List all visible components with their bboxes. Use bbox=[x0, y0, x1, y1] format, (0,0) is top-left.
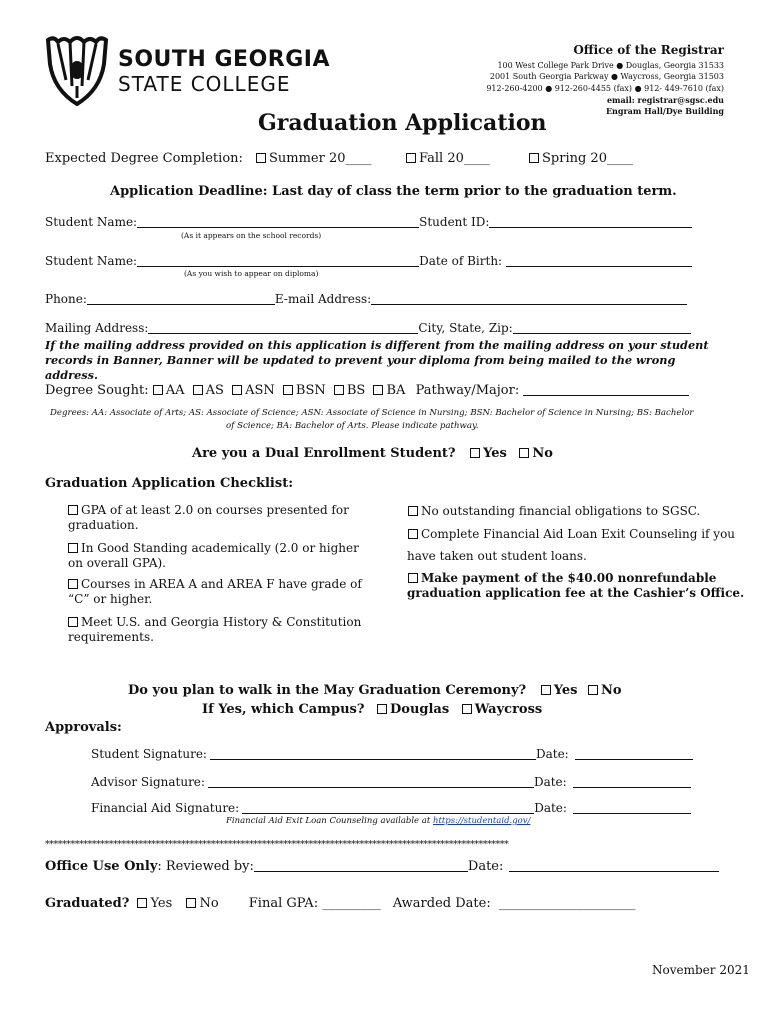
checklist-financial-obligations[interactable]: No outstanding financial obligations to SGSC. bbox=[408, 504, 700, 518]
checklist-history[interactable]: Meet U.S. and Georgia History & Constitution requirements. bbox=[68, 615, 362, 644]
degree-option-as[interactable]: AS bbox=[193, 383, 224, 398]
city-state-zip-field[interactable] bbox=[513, 321, 691, 334]
dual-no-checkbox[interactable] bbox=[519, 448, 529, 458]
graduated-yes-option[interactable]: Yes bbox=[137, 896, 172, 911]
office-use-row: Office Use Only: Reviewed by: Date: bbox=[45, 859, 719, 874]
payment-line2: graduation application fee at the Cashier’s Office. bbox=[407, 586, 745, 600]
ceremony-no-option[interactable]: No bbox=[588, 683, 622, 698]
graduated-yes-checkbox[interactable] bbox=[137, 898, 147, 908]
registrar-email: email: registrar@sgsc.edu bbox=[606, 95, 724, 105]
spring-option[interactable]: Spring 20____ bbox=[529, 151, 633, 166]
dual-no-option[interactable]: No bbox=[519, 446, 553, 461]
student-signature-date-field[interactable] bbox=[575, 747, 693, 760]
degree-option-asn[interactable]: ASN bbox=[232, 383, 275, 398]
loan-counseling-line2: have taken out student loans. bbox=[407, 549, 587, 563]
dual-yes-option[interactable]: Yes bbox=[470, 446, 507, 461]
graduated-no-checkbox[interactable] bbox=[186, 898, 196, 908]
advisor-signature-row: Advisor Signature: Date: bbox=[91, 775, 691, 789]
graduated-no-option[interactable]: No bbox=[186, 896, 218, 911]
diploma-name-hint: (As you wish to appear on diploma) bbox=[184, 269, 319, 278]
finaid-note: Financial Aid Exit Loan Counseling available at https://studentaid.gov/ bbox=[226, 816, 531, 826]
student-signature-row: Student Signature: Date: bbox=[91, 747, 693, 761]
office-date-field[interactable] bbox=[509, 859, 719, 872]
campus-row: If Yes, which Campus? Douglas Waycross bbox=[202, 702, 543, 717]
graduated-row: Graduated? Yes No Final GPA: _________ Awarded Date: _____________________ bbox=[45, 896, 636, 911]
degree-note-line1: Degrees: AA: Associate of Arts; AS: Associate of Science; ASN: Associate of Science in Nursing; BSN: Bachelor of Science in Nursing; BS: Bachelor bbox=[50, 408, 694, 418]
degree-row: Degree Sought: AA AS ASN BSN BS BA Pathway/Major: bbox=[45, 383, 689, 398]
student-signature-field[interactable] bbox=[210, 747, 536, 760]
student-id-field[interactable] bbox=[489, 215, 692, 228]
finaid-signature-date-field[interactable] bbox=[573, 801, 691, 814]
studentaid-link[interactable]: https://studentaid.gov/ bbox=[432, 816, 531, 826]
email-field[interactable] bbox=[371, 292, 687, 305]
office-title: Office of the Registrar bbox=[573, 43, 724, 57]
spring-checkbox[interactable] bbox=[529, 153, 539, 163]
fall-option[interactable]: Fall 20____ bbox=[406, 151, 490, 166]
checklist-area-grades[interactable]: Courses in AREA A and AREA F have grade of “C” or higher. bbox=[68, 577, 362, 606]
student-name-row: Student Name: Student ID: bbox=[45, 215, 692, 229]
dual-yes-checkbox[interactable] bbox=[470, 448, 480, 458]
douglas-option[interactable]: Douglas bbox=[377, 702, 449, 717]
checklist-gpa[interactable]: GPA of at least 2.0 on courses presented for graduation. bbox=[68, 503, 349, 532]
date-of-birth-field[interactable] bbox=[506, 254, 692, 267]
degree-option-bs[interactable]: BS bbox=[334, 383, 365, 398]
ceremony-no-checkbox[interactable] bbox=[588, 685, 598, 695]
phone-email-row: Phone: E-mail Address: bbox=[45, 292, 687, 306]
good-standing-checkbox[interactable] bbox=[68, 543, 78, 553]
as-checkbox[interactable] bbox=[193, 385, 203, 395]
awarded-date-field[interactable]: _____________________ bbox=[498, 896, 636, 911]
summer-option[interactable]: Summer 20____ bbox=[256, 151, 372, 166]
history-checkbox[interactable] bbox=[68, 617, 78, 627]
phone-field[interactable] bbox=[87, 292, 275, 305]
checklist-good-standing[interactable]: In Good Standing academically (2.0 or higher on overall GPA). bbox=[68, 541, 359, 570]
ceremony-yes-checkbox[interactable] bbox=[541, 685, 551, 695]
aa-checkbox[interactable] bbox=[153, 385, 163, 395]
douglas-checkbox[interactable] bbox=[377, 704, 387, 714]
advisor-signature-date-field[interactable] bbox=[573, 775, 691, 788]
mailing-note: If the mailing address provided on this application is different from the mailing address on your student records in Banner, Banner will be updated to prevent your diploma from being mailed to the wrong address. bbox=[45, 338, 709, 382]
mailing-row: Mailing Address: City, State, Zip: bbox=[45, 321, 691, 335]
asn-checkbox[interactable] bbox=[232, 385, 242, 395]
bs-checkbox[interactable] bbox=[334, 385, 344, 395]
student-name-field[interactable] bbox=[137, 215, 419, 228]
address-line2: 2001 South Georgia Parkway ● Waycross, Georgia 31503 bbox=[489, 72, 724, 81]
advisor-signature-field[interactable] bbox=[208, 775, 534, 788]
building-name: Engram Hall/Dye Building bbox=[605, 106, 724, 116]
college-logo bbox=[44, 34, 110, 106]
payment-checkbox[interactable] bbox=[408, 573, 418, 583]
address-line1: 100 West College Park Drive ● Douglas, Georgia 31533 bbox=[497, 61, 724, 70]
pathway-major-field[interactable] bbox=[523, 383, 689, 396]
approvals-title: Approvals: bbox=[45, 720, 122, 735]
reviewed-by-field[interactable] bbox=[254, 859, 468, 872]
final-gpa-field[interactable]: _________ bbox=[322, 896, 381, 911]
diploma-name-row: Student Name: Date of Birth: bbox=[45, 254, 692, 268]
diploma-name-field[interactable] bbox=[137, 254, 419, 267]
checklist-loan-counseling[interactable]: Complete Financial Aid Loan Exit Counseling if you bbox=[408, 527, 735, 541]
summer-checkbox[interactable] bbox=[256, 153, 266, 163]
loan-counseling-checkbox[interactable] bbox=[408, 529, 418, 539]
degree-option-bsn[interactable]: BSN bbox=[283, 383, 326, 398]
checklist-title: Graduation Application Checklist: bbox=[45, 476, 293, 491]
degree-option-ba[interactable]: BA bbox=[373, 383, 405, 398]
mailing-address-field[interactable] bbox=[148, 321, 418, 334]
bsn-checkbox[interactable] bbox=[283, 385, 293, 395]
waycross-option[interactable]: Waycross bbox=[462, 702, 543, 717]
ceremony-row: Do you plan to walk in the May Graduation Ceremony? Yes No bbox=[128, 683, 622, 698]
student-name-hint: (As it appears on the school records) bbox=[181, 231, 322, 240]
revision-date: November 2021 bbox=[652, 963, 750, 977]
gpa-checkbox[interactable] bbox=[68, 505, 78, 515]
degree-note-line2: of Science; BA: Bachelor of Arts. Please indicate pathway. bbox=[226, 421, 479, 431]
financial-obligations-checkbox[interactable] bbox=[408, 506, 418, 516]
ceremony-yes-option[interactable]: Yes bbox=[541, 683, 578, 698]
finaid-signature-row: Financial Aid Signature: Date: bbox=[91, 801, 691, 815]
phone-numbers: 912-260-4200 ● 912-260-4455 (fax) ● 912- 449-7610 (fax) bbox=[486, 84, 724, 93]
checklist-payment[interactable]: Make payment of the $40.00 nonrefundable bbox=[408, 571, 716, 585]
fall-checkbox[interactable] bbox=[406, 153, 416, 163]
finaid-signature-field[interactable] bbox=[242, 801, 534, 814]
dual-enrollment-row: Are you a Dual Enrollment Student? Yes No bbox=[192, 446, 553, 461]
page-title: Graduation Application bbox=[258, 110, 547, 136]
ba-checkbox[interactable] bbox=[373, 385, 383, 395]
separator-line: ************************************************************************************************************* bbox=[45, 839, 509, 850]
waycross-checkbox[interactable] bbox=[462, 704, 472, 714]
application-deadline: Application Deadline: Last day of class the term prior to the graduation term. bbox=[110, 184, 677, 199]
logo-line2: STATE COLLEGE bbox=[118, 72, 291, 96]
area-grades-checkbox[interactable] bbox=[68, 579, 78, 589]
completion-label: Expected Degree Completion: bbox=[45, 151, 243, 166]
logo-line1: SOUTH GEORGIA bbox=[118, 47, 330, 72]
shield-logo-icon bbox=[44, 34, 110, 106]
degree-option-aa[interactable]: AA bbox=[153, 383, 185, 398]
